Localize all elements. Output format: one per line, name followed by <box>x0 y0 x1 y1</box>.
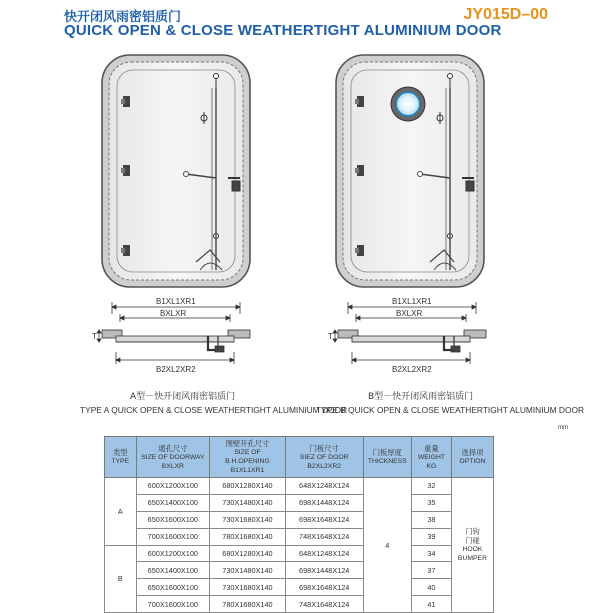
cell-weight: 41 <box>411 596 451 613</box>
header-option: 选择项 OPTION <box>451 437 493 478</box>
door-a-elevation <box>102 55 250 287</box>
product-code: JY015D–00 <box>463 6 548 23</box>
thickness-cell: 4 <box>363 478 411 613</box>
header-door-size: 门板尺寸 SIEZ OF DOOR B2XL2XR2 <box>285 437 363 478</box>
table-row <box>105 579 494 596</box>
table-row <box>105 596 494 613</box>
cell-doorway: 700X1600X100 <box>136 596 210 613</box>
cell-weight: 40 <box>411 579 451 596</box>
title-chinese: 快开闭风雨密铝质门 <box>64 10 182 25</box>
header-weight: 重量 WEIGHT KG <box>411 437 451 478</box>
cell-door-size: 698X1448X124 <box>285 494 363 511</box>
door-b-thickness-marker: T <box>328 332 333 341</box>
cell-doorway: 600X1200X100 <box>136 545 210 562</box>
spec-table-header <box>105 437 494 478</box>
cell-doorway: 600X1200X100 <box>136 478 210 495</box>
door-b-dim-middle: BXLXR <box>396 309 423 318</box>
caption-type-a-cn: A型－快开闭风雨密铝质门 <box>130 392 236 402</box>
title-english: QUICK OPEN & CLOSE WEATHERTIGHT ALUMINIUM DOOR <box>64 22 502 39</box>
door-b-porthole <box>391 87 425 121</box>
cell-opening: 730X1480X140 <box>210 562 286 579</box>
cell-opening: 730X1680X140 <box>210 511 286 528</box>
cell-opening: 730X1680X140 <box>210 579 286 596</box>
door-a-thickness-marker: T <box>92 332 97 341</box>
cell-door-size: 748X1648X124 <box>285 596 363 613</box>
option-cell: 门钩 门碰 HOOK BUMPER <box>451 478 493 613</box>
header-doorway: 通孔尺寸 SIZE OF DOORWAY BXLXR <box>136 437 210 478</box>
cell-opening: 780X1680X140 <box>210 596 286 613</box>
header-thickness: 门板厚度 THICKNESS <box>363 437 411 478</box>
header-opening: 围壁开孔尺寸 SIZE OF B.H.OPENING B1XL1XR1 <box>210 437 286 478</box>
cell-doorway: 650X1600X100 <box>136 511 210 528</box>
table-row <box>105 545 494 562</box>
cell-door-size: 698X1648X124 <box>285 579 363 596</box>
unit-label: mm <box>558 425 568 431</box>
cell-door-size: 698X1648X124 <box>285 511 363 528</box>
door-b-elevation <box>336 55 484 287</box>
door-a-dim-bottom: B2XL2XR2 <box>156 365 196 374</box>
cell-door-size: 648X1248X124 <box>285 478 363 495</box>
cell-opening: 680X1280X140 <box>210 545 286 562</box>
cell-doorway: 650X1400X100 <box>136 562 210 579</box>
cell-door-size: 748X1648X124 <box>285 528 363 545</box>
table-row <box>105 511 494 528</box>
door-b-dim-bottom: B2XL2XR2 <box>392 365 432 374</box>
table-row <box>105 562 494 579</box>
caption-type-a-en: TYPE A QUICK OPEN & CLOSE WEATHERTIGHT ALUMINIUM DOOR <box>80 405 348 415</box>
type-b-cell: B <box>105 545 137 613</box>
cell-opening: 680X1280X140 <box>210 478 286 495</box>
cell-weight: 37 <box>411 562 451 579</box>
table-row <box>105 528 494 545</box>
cell-door-size: 698X1448X124 <box>285 562 363 579</box>
caption-type-b-cn: B型－快开闭风雨密铝质门 <box>368 392 474 402</box>
table-row <box>105 478 494 495</box>
cell-weight: 35 <box>411 494 451 511</box>
cell-weight: 38 <box>411 511 451 528</box>
cell-door-size: 648X1248X124 <box>285 545 363 562</box>
table-row <box>105 494 494 511</box>
cell-weight: 39 <box>411 528 451 545</box>
caption-type-b-en: TYPE B QUICK OPEN & CLOSE WEATHERTIGHT ALUMINIUM DOOR <box>316 405 585 415</box>
spec-table <box>104 436 494 613</box>
type-a-cell: A <box>105 478 137 546</box>
door-a-dim-outer: B1XL1XR1 <box>156 297 196 306</box>
cell-opening: 730X1480X140 <box>210 494 286 511</box>
cell-weight: 32 <box>411 478 451 495</box>
cell-weight: 34 <box>411 545 451 562</box>
cell-opening: 780X1680X140 <box>210 528 286 545</box>
cell-doorway: 700X1600X100 <box>136 528 210 545</box>
header-type: 类型 TYPE <box>105 437 137 478</box>
door-a-dim-middle: BXLXR <box>160 309 187 318</box>
door-b-dim-outer: B1XL1XR1 <box>392 297 432 306</box>
cell-doorway: 650X1600X100 <box>136 579 210 596</box>
cell-doorway: 650X1400X100 <box>136 494 210 511</box>
